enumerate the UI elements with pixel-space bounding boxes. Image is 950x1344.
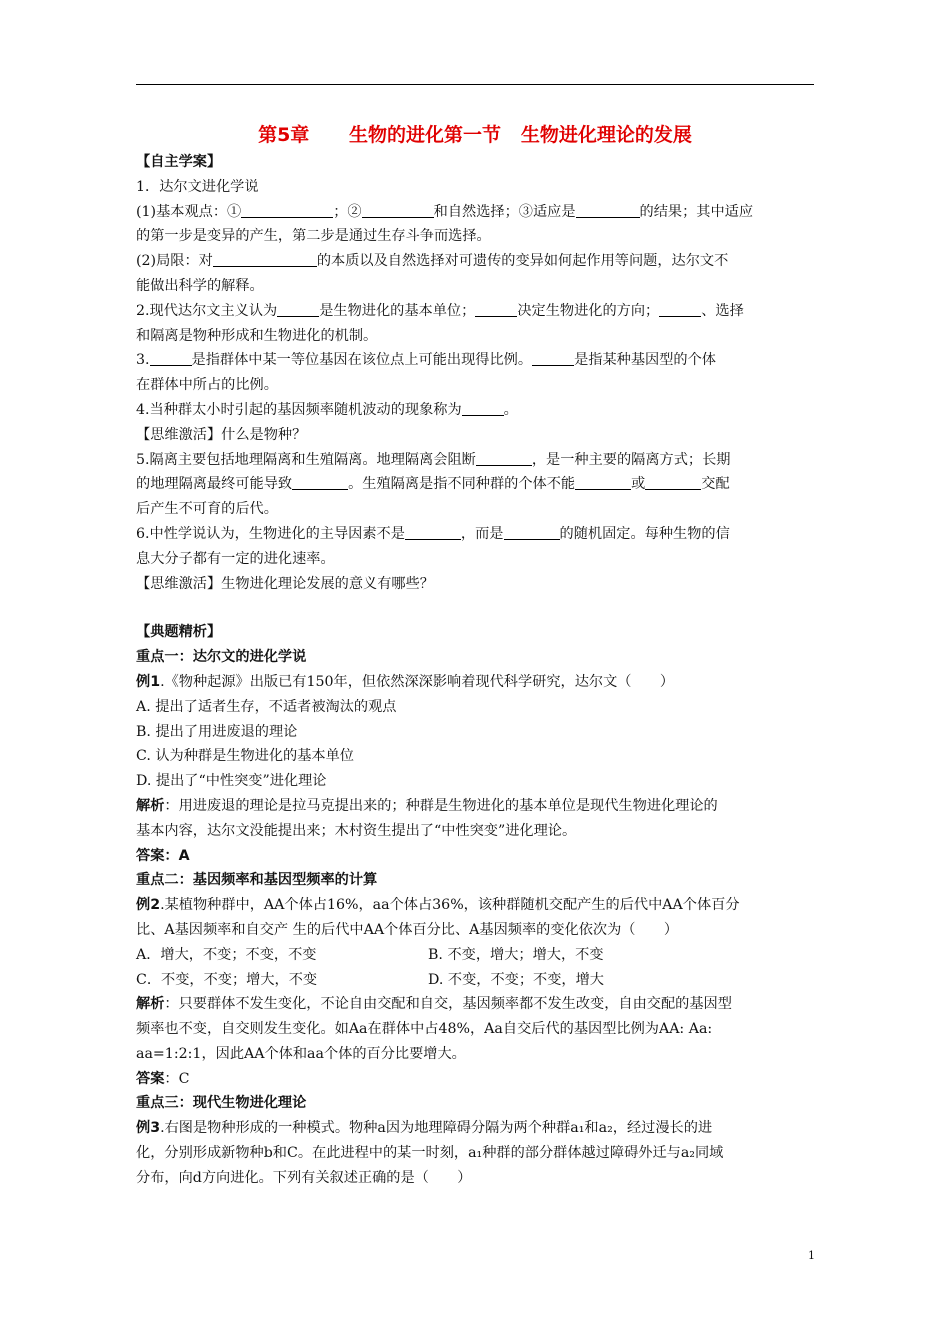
example-1-option-d: D. 提出了“中性突变”进化理论 bbox=[136, 773, 327, 790]
question-3-line-2: 在群体中所占的比例。 bbox=[136, 377, 278, 394]
example-3-question-line-2: 化，分别形成新物种b和C。在此进程中的某一时刻，a₁种群的部分群体越过障碍外迁与a₂同域 bbox=[136, 1145, 724, 1162]
example-2-explanation-line-2: 频率也不变，自交则发生变化。如Aa在群体中占48%，Aa自交后代的基因型比例为AA: Aa: bbox=[136, 1021, 713, 1038]
answer-blank[interactable] bbox=[292, 474, 348, 490]
answer-blank[interactable] bbox=[476, 450, 532, 466]
question-6-line-2: 息大分子都有一定的进化速率。 bbox=[136, 550, 335, 567]
key-point-1: 重点一：达尔文的进化学说 bbox=[136, 649, 307, 666]
example-1-explanation-line-2: 基本内容，达尔文没能提出来；木村资生提出了“中性突变”进化理论。 bbox=[136, 822, 577, 839]
question-1-line-3: (2)局限：对 的本质以及自然选择对可遗传的变异如何起作用等问题，达尔文不 bbox=[136, 253, 729, 270]
answer-blank[interactable] bbox=[241, 202, 333, 218]
answer-blank[interactable] bbox=[532, 350, 574, 366]
thinking-prompt-1: 【思维激活】什么是物种？ bbox=[136, 426, 307, 443]
title-section: 生物的进化第一节 bbox=[349, 124, 502, 146]
answer-blank[interactable] bbox=[213, 251, 317, 267]
example-2-answer: 答案：C bbox=[136, 1070, 190, 1087]
example-2-options-row-1: A．增大，不变；不变，不变 B. 不变，增大；增大，不变 bbox=[136, 946, 604, 963]
answer-blank[interactable] bbox=[576, 202, 640, 218]
question-3-line-1: 3. 是指群体中某一等位基因在该位点上可能出现得比例。 是指某种基因型的个体 bbox=[136, 352, 716, 369]
example-1-option-a: A. 提出了适者生存，不适者被淘汰的观点 bbox=[136, 698, 397, 715]
example-2-explanation-line-1: 解析：只要群体不发生变化，不论自由交配和自交，基因频率都不发生改变，自由交配的基因型 bbox=[136, 996, 732, 1013]
question-1-title: 1．达尔文进化学说 bbox=[136, 178, 259, 195]
question-1-line-2: 的第一步是变异的产生，第二步是通过生存斗争而选择。 bbox=[136, 228, 491, 245]
answer-blank[interactable] bbox=[659, 301, 701, 317]
answer-blank[interactable] bbox=[475, 301, 517, 317]
answer-blank[interactable] bbox=[575, 474, 631, 490]
example-1-answer: 答案：A bbox=[136, 847, 190, 864]
example-2-options-row-2: C．不变，不变；增大，不变 D. 不变，不变；不变，增大 bbox=[136, 971, 604, 988]
answer-blank[interactable] bbox=[405, 524, 461, 540]
answer-blank[interactable] bbox=[645, 474, 701, 490]
example-3-question-line-3: 分布，向d方向进化。下列有关叙述正确的是（ ） bbox=[136, 1169, 472, 1186]
answer-blank[interactable] bbox=[504, 524, 560, 540]
answer-blank[interactable] bbox=[362, 202, 434, 218]
question-4: 4.当种群太小时引起的基因频率随机波动的现象称为 。 bbox=[136, 401, 518, 418]
question-1-line-1: (1)基本观点：① ；② 和自然选择；③适应是 的结果；其中适应 bbox=[136, 203, 754, 220]
key-point-2: 重点二：基因频率和基因型频率的计算 bbox=[136, 872, 378, 889]
example-2-question-line-1: 例2.某植物种群中，AA个体占16%，aa个体占36%，该种群随机交配产生的后代中AA个体百分 bbox=[136, 897, 740, 914]
section-heading-self-study: 【自主学案】 bbox=[136, 154, 222, 170]
document-body bbox=[136, 150, 818, 1191]
title-topic: 生物进化理论的发展 bbox=[520, 124, 692, 146]
example-1-option-b: B. 提出了用进废退的理论 bbox=[136, 723, 298, 740]
example-1-question: 例1.《物种起源》出版已有150年，但依然深深影响着现代科学研究，达尔文（ ） bbox=[136, 673, 675, 690]
example-2-question-line-2: 比、A基因频率和自交产 生的后代中AA个体百分比、A基因频率的变化依次为（ ） bbox=[136, 921, 679, 938]
example-3-question-line-1: 例3.右图是物种形成的一种模式。物种a因为地理障碍分隔为两个种群a₁和a₂，经过漫长的进 bbox=[136, 1120, 713, 1137]
key-point-3: 重点三：现代生物进化理论 bbox=[136, 1095, 307, 1112]
thinking-prompt-2: 【思维激活】生物进化理论发展的意义有哪些？ bbox=[136, 575, 434, 592]
example-1-explanation-line-1: 解析：用进废退的理论是拉马克提出来的；种群是生物进化的基本单位是现代生物进化理论的 bbox=[136, 797, 718, 814]
example-2-explanation-line-3: aa=1:2:1，因此AA个体和aa个体的百分比要增大。 bbox=[136, 1045, 466, 1062]
answer-blank[interactable] bbox=[277, 301, 319, 317]
page-number: 1 bbox=[808, 1249, 815, 1262]
section-heading-analysis: 【典题精析】 bbox=[136, 624, 222, 641]
title-chapter: 第5章 bbox=[258, 124, 310, 146]
question-5-line-1: 5.隔离主要包括地理隔离和生殖隔离。地理隔离会阻断 ，是一种主要的隔离方式；长期 bbox=[136, 451, 731, 468]
header-rule bbox=[136, 84, 814, 85]
question-5-line-3: 后产生不可育的后代。 bbox=[136, 501, 278, 518]
question-2-line-1: 2.现代达尔文主义认为 是生物进化的基本单位； 决定生物进化的方向； 、选择 bbox=[136, 302, 744, 319]
question-1-line-4: 能做出科学的解释。 bbox=[136, 277, 264, 294]
answer-blank[interactable] bbox=[150, 350, 192, 366]
example-1-option-c: C. 认为种群是生物进化的基本单位 bbox=[136, 748, 354, 765]
answer-blank[interactable] bbox=[462, 400, 504, 416]
question-5-line-2: 的地理隔离最终可能导致 。生殖隔离是指不同种群的个体不能 或 交配 bbox=[136, 476, 730, 493]
page-title bbox=[0, 120, 950, 147]
question-6-line-1: 6.中性学说认为，生物进化的主导因素不是 ，而是 的随机固定。每种生物的信 bbox=[136, 525, 730, 542]
question-2-line-2: 和隔离是物种形成和生物进化的机制。 bbox=[136, 327, 378, 344]
